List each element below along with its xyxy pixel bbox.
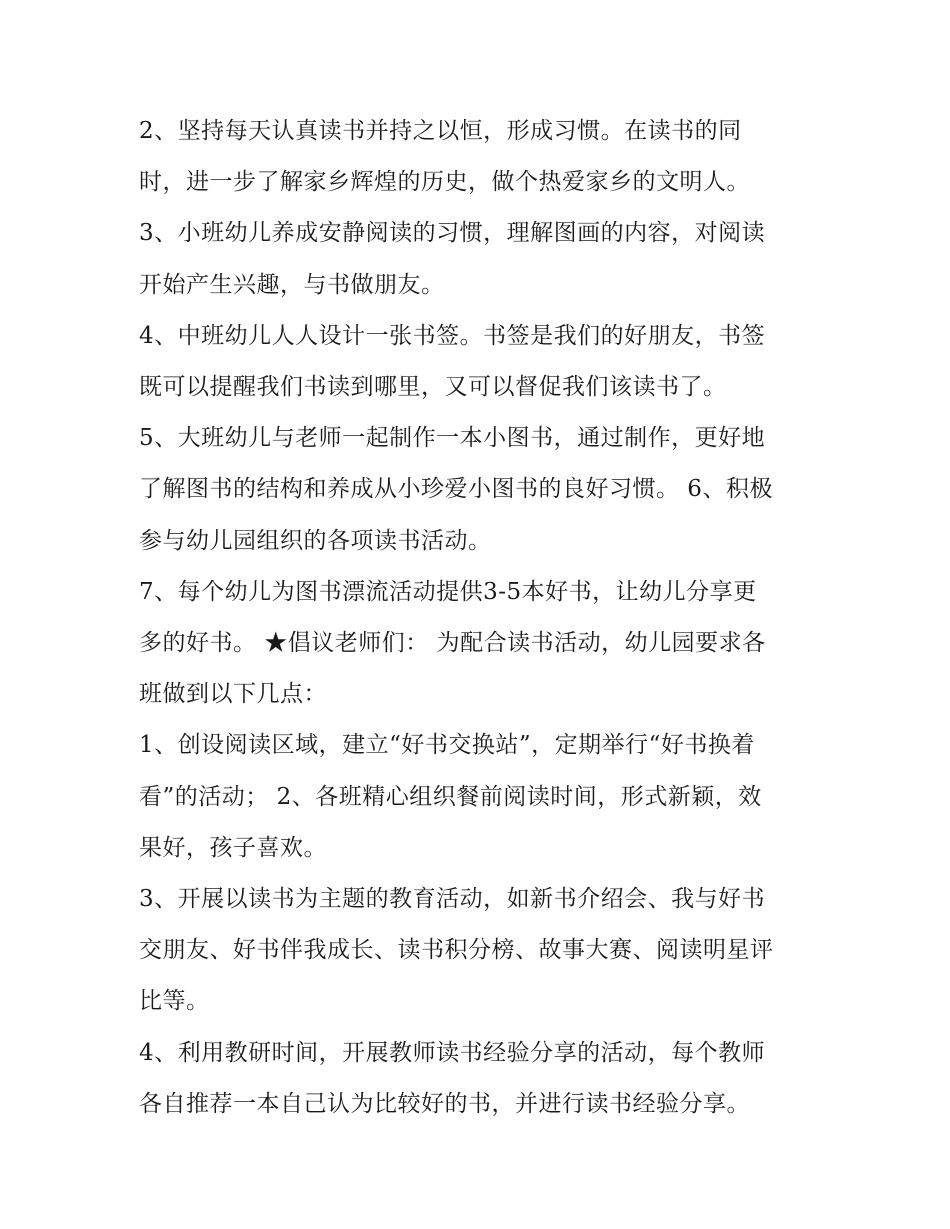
paragraph-item-2 <box>139 106 819 208</box>
paragraph-item-5-6 <box>139 413 819 567</box>
paragraph-teacher-item-3 <box>139 874 819 1028</box>
text-line: 多的好书。 ★倡议老师们： 为配合读书活动，幼儿园要求各 <box>139 630 766 657</box>
paragraph-item-4 <box>139 311 819 413</box>
paragraph-teacher-item-4 <box>139 1028 819 1130</box>
text-line: 7、每个幼儿为图书漂流活动提供3-5本好书，让幼儿分享更 <box>139 578 757 605</box>
text-line: 参与幼儿园组织的各项读书活动。 <box>139 527 492 554</box>
text-line: 既可以提醒我们书读到哪里，又可以督促我们该读书了。 <box>139 374 727 401</box>
text-line: 班做到以下几点： <box>139 681 327 708</box>
text-line: 1、创设阅读区域，建立“好书交换站”，定期举行“好书换着 <box>139 732 755 759</box>
paragraph-item-7-teacher-proposal <box>139 567 819 721</box>
paragraph-teacher-item-1-2 <box>139 720 819 874</box>
text-line: 开始产生兴趣，与书做朋友。 <box>139 271 445 298</box>
text-line: 5、大班幼儿与老师一起制作一本小图书，通过制作，更好地 <box>139 425 766 452</box>
text-line: 各自推荐一本自己认为比较好的书，并进行读书经验分享。 <box>139 1090 750 1117</box>
text-line: 交朋友、好书伴我成长、读书积分榜、故事大赛、阅读明星评 <box>139 937 774 964</box>
text-line: 看”的活动； 2、各班精心组织餐前阅读时间，形式新颖，效 <box>139 783 762 810</box>
paragraph-item-3 <box>139 208 819 310</box>
text-line: 时，进一步了解家乡辉煌的历史，做个热爱家乡的文明人。 <box>139 169 750 196</box>
text-line: 比等。 <box>139 988 210 1015</box>
text-line: 2、坚持每天认真读书并持之以恒，形成习惯。在读书的同 <box>139 118 742 144</box>
text-line: 3、开展以读书为主题的教育活动，如新书介绍会、我与好书 <box>139 886 766 913</box>
text-line: 4、利用教研时间，开展教师读书经验分享的活动，每个教师 <box>139 1039 766 1066</box>
document-body <box>139 106 819 1130</box>
text-line: 3、小班幼儿养成安静阅读的习惯，理解图画的内容，对阅读 <box>139 220 766 247</box>
text-line: 果好，孩子喜欢。 <box>139 834 327 861</box>
text-line: 4、中班幼儿人人设计一张书签。书签是我们的好朋友，书签 <box>139 322 766 349</box>
text-line: 了解图书的结构和养成从小珍爱小图书的良好习惯。 6、积极 <box>139 476 773 503</box>
